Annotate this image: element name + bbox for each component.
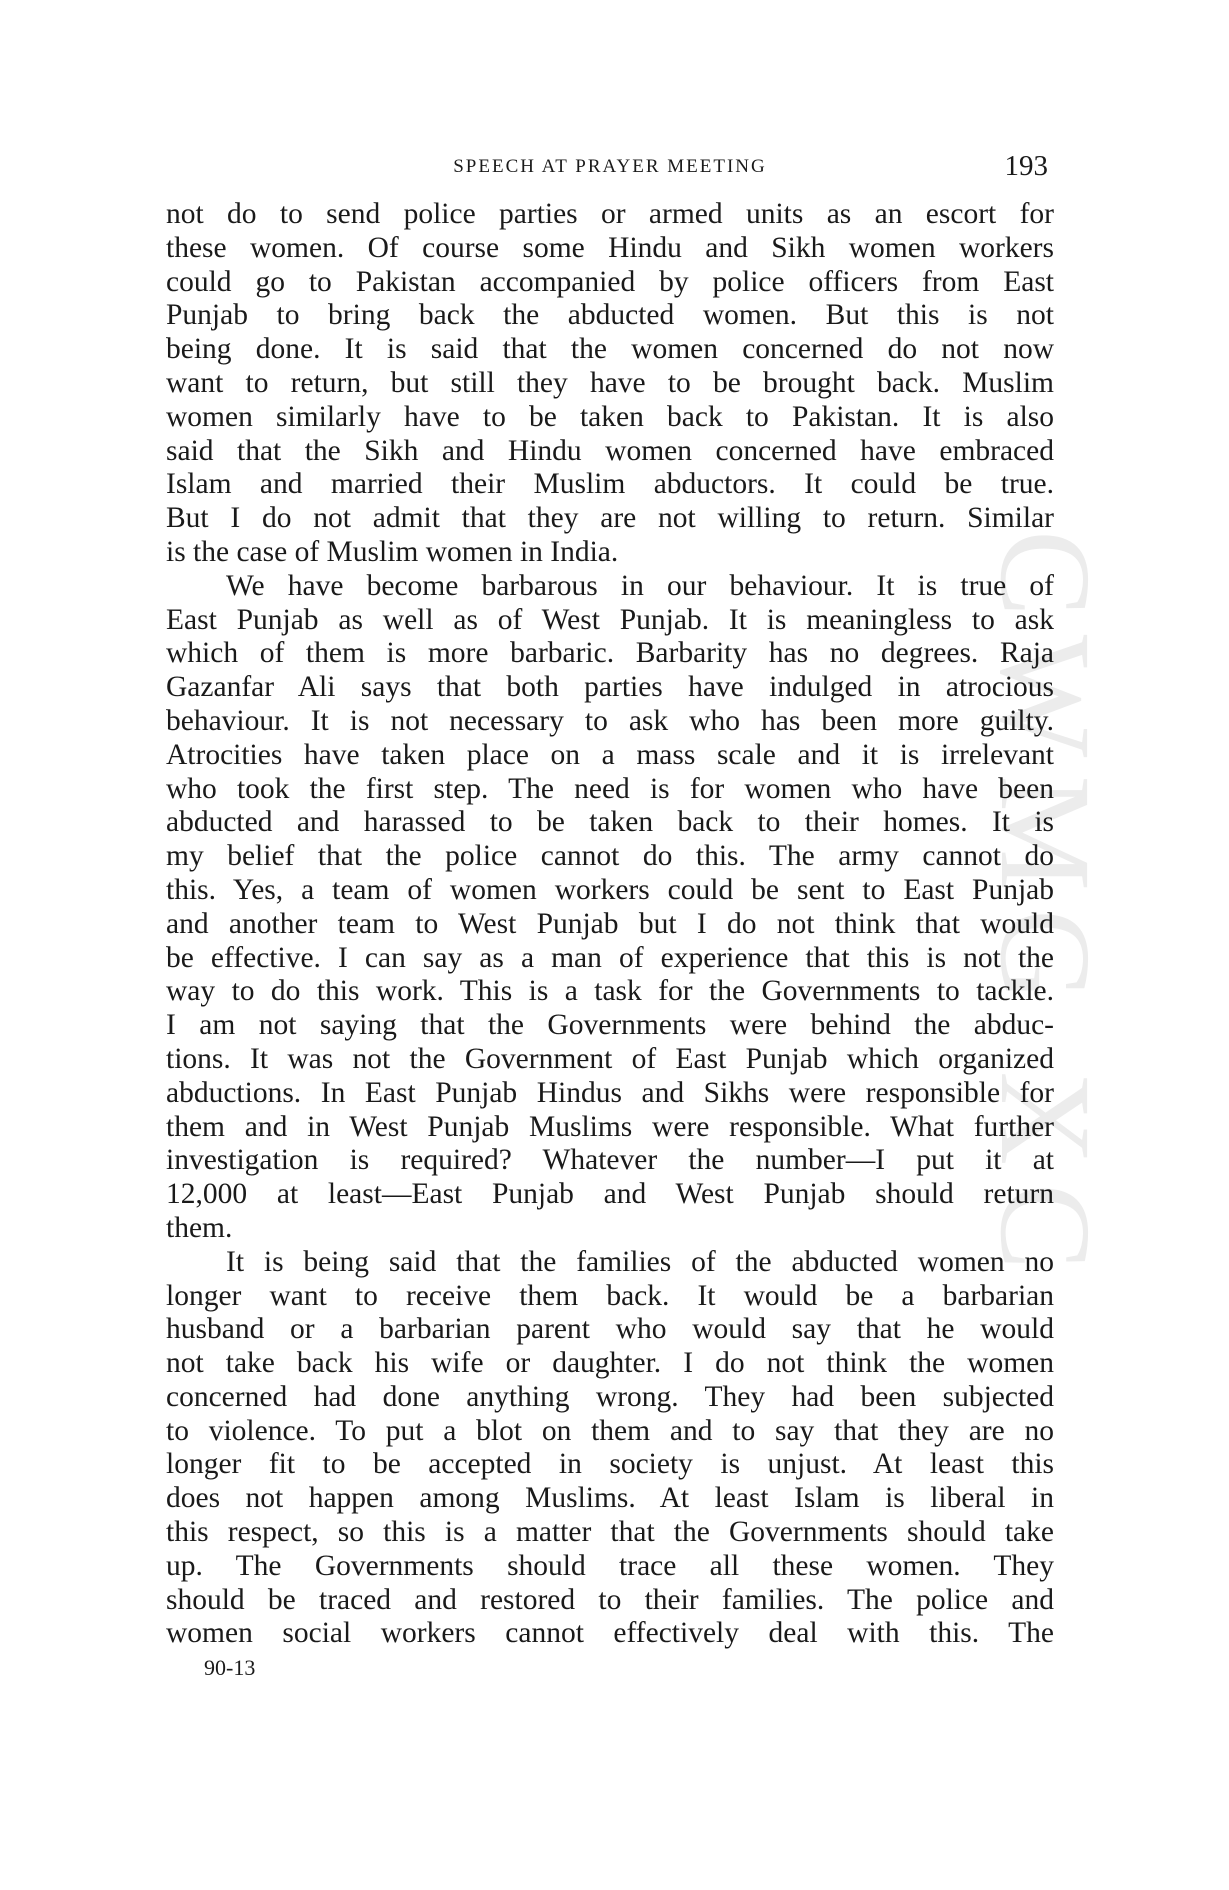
page-number: 193 — [1004, 150, 1048, 182]
text-line: and another team to West Punjab but I do not think that would — [166, 907, 1054, 940]
text-line: 12,000 at least—East Punjab and West Punjab should return — [166, 1178, 1054, 1211]
text-line: be effective. I can say as a man of experience that this is not the — [166, 941, 1054, 974]
text-line: Gazanfar Ali says that both parties have indulged in atrocious — [166, 671, 1054, 704]
text-line: want to return, but still they have to be brought back. Muslim — [166, 366, 1054, 399]
text-line: being done. It is said that the women concerned do not now — [166, 333, 1054, 366]
text-line: said that the Sikh and Hindu women concerned have embraced — [166, 434, 1054, 467]
text-line: investigation is required? Whatever the number—I put it at — [166, 1144, 1054, 1177]
text-line: women similarly have to be taken back to Pakistan. It is also — [166, 400, 1054, 433]
text-line: husband or a barbarian parent who would say that he would — [166, 1313, 1054, 1346]
text-line: We have become barbarous in our behaviour. It is true of — [226, 569, 1054, 602]
text-line: which of them is more barbaric. Barbarity has no degrees. Raja — [166, 637, 1054, 670]
text-line: up. The Governments should trace all these women. They — [166, 1549, 1054, 1582]
paragraph — [166, 198, 1054, 570]
paragraph — [166, 1246, 1054, 1652]
running-title: SPEECH AT PRAYER MEETING — [453, 156, 767, 177]
text-line: But I do not admit that they are not willing to return. Similar — [166, 502, 1054, 535]
text-line: could go to Pakistan accompanied by police officers from East — [166, 265, 1054, 298]
text-line: them. — [166, 1211, 233, 1244]
text-line: does not happen among Muslims. At least Islam is liberal in — [166, 1482, 1054, 1515]
paragraph — [166, 570, 1054, 1246]
text-line: Atrocities have taken place on a mass scale and it is irrelevant — [166, 738, 1054, 771]
text-line: who took the first step. The need is for women who have been — [166, 772, 1054, 805]
text-line: Islam and married their Muslim abductors. It could be true. — [166, 468, 1054, 501]
text-line: longer fit to be accepted in society is unjust. At least this — [166, 1448, 1054, 1481]
text-line: them and in West Punjab Muslims were responsible. What further — [166, 1110, 1054, 1143]
text-line: not take back his wife or daughter. I do not think the women — [166, 1347, 1054, 1380]
watermark: CWMG XC — [973, 530, 1117, 1288]
text-line: women social workers cannot effectively deal with this. The — [166, 1617, 1054, 1650]
text-line: is the case of Muslim women in India. — [166, 535, 619, 568]
text-line: abductions. In East Punjab Hindus and Sikhs were responsible for — [166, 1076, 1054, 1109]
text-line: longer want to receive them back. It would be a barbarian — [166, 1279, 1054, 1312]
text-line: this respect, so this is a matter that the Governments should take — [166, 1516, 1054, 1549]
text-line: behaviour. It is not necessary to ask who has been more guilty. — [166, 704, 1054, 737]
text-line: Punjab to bring back the abducted women. But this is not — [166, 299, 1054, 332]
text-line: should be traced and restored to their families. The police and — [166, 1583, 1054, 1616]
text-line: to violence. To put a blot on them and to say that they are no — [166, 1414, 1054, 1447]
text-line: tions. It was not the Government of East Punjab which organized — [166, 1042, 1054, 1075]
text-line: my belief that the police cannot do this. The army cannot do — [166, 840, 1054, 873]
body-text — [166, 198, 1054, 1651]
text-line: these women. Of course some Hindu and Sikh women workers — [166, 231, 1054, 264]
running-header — [166, 150, 1054, 190]
text-line: this. Yes, a team of women workers could be sent to East Punjab — [166, 873, 1054, 906]
text-line: East Punjab as well as of West Punjab. It is meaningless to ask — [166, 603, 1054, 636]
text-line: abducted and harassed to be taken back to their homes. It is — [166, 806, 1054, 839]
text-line: way to do this work. This is a task for the Governments to tackle. — [166, 975, 1054, 1008]
text-line: concerned had done anything wrong. They had been subjected — [166, 1380, 1054, 1413]
signature-mark: 90-13 — [204, 1655, 256, 1680]
text-line: not do to send police parties or armed units as an escort for — [166, 198, 1054, 230]
text-line: It is being said that the families of the abducted women no — [226, 1245, 1054, 1278]
text-line: I am not saying that the Governments were behind the abduc- — [166, 1009, 1054, 1042]
